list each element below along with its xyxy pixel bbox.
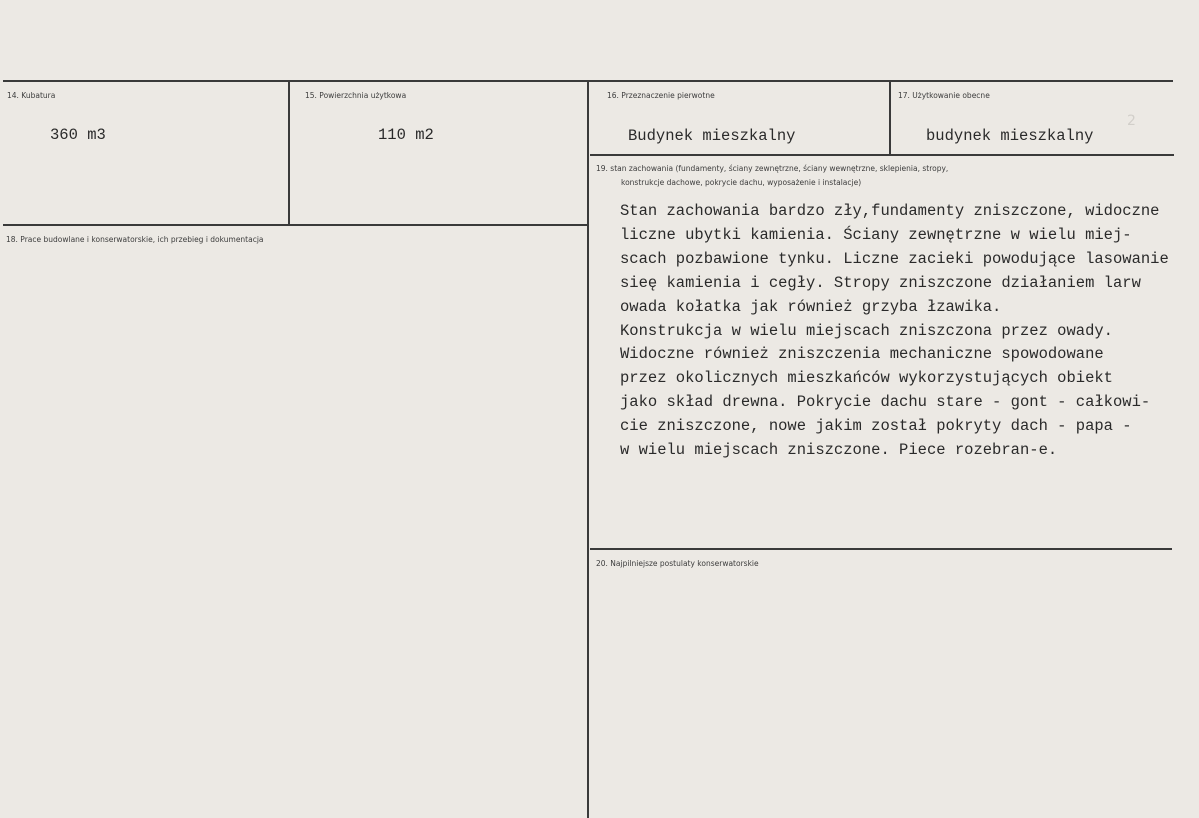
field15-value: 110 m2: [378, 126, 434, 144]
field16-label: 16. Przeznaczenie pierwotne: [607, 91, 715, 100]
field15-label: 15. Powierzchnia użytkowa: [305, 91, 407, 100]
field20-label: 20. Najpilniejsze postulaty konserwatorskie: [596, 559, 759, 568]
field19-line-10: cie zniszczone, nowe jakim został pokryty dach - papa -: [620, 417, 1132, 436]
field18-label: 18. Prace budowlane i konserwatorskie, ich przebieg i dokumentacja: [6, 235, 264, 244]
left-mid-rule: [3, 224, 588, 226]
field19-line-9: jako skład drewna. Pokrycie dachu stare - gont - całkowi-: [620, 393, 1151, 412]
field16-value: Budynek mieszkalny: [628, 127, 796, 145]
field19-line-8: przez okolicznych mieszkańców wykorzystujących obiekt: [620, 369, 1113, 388]
divider-14-15: [288, 80, 290, 226]
field17-label: 17. Użytkowanie obecne: [898, 91, 990, 100]
center-divider: [587, 80, 589, 818]
field19-line-6: Konstrukcja w wielu miejscach zniszczona przez owady.: [620, 321, 1113, 340]
field14-label: 14. Kubatura: [7, 91, 56, 100]
field19-line-1: Stan zachowania bardzo zły,fundamenty zniszczone, widoczne: [620, 202, 1160, 220]
divider-16-17: [889, 80, 891, 156]
field19-typed-text: [620, 200, 1169, 463]
field19-line-11: w wielu miejscach zniszczone. Piece rozebran-e.: [620, 441, 1058, 460]
field14-value: 360 m3: [50, 126, 106, 144]
right-top-rule: [590, 154, 1174, 156]
field19-line-5: owada kołatka jak również grzyba łzawika.: [620, 297, 1002, 316]
right-mid-rule: [590, 548, 1172, 550]
field19-label-line2: konstrukcje dachowe, pokrycie dachu, wyposażenie i instalacje): [621, 178, 862, 187]
faint-page-mark: 2: [1127, 113, 1136, 129]
field19-line-2: liczne ubytki kamienia. Ściany zewnętrzne w wielu miej-: [620, 225, 1132, 244]
field17-value: budynek mieszkalny: [926, 127, 1094, 145]
field19-line-7: Widoczne również zniszczenia mechaniczne spowodowane: [620, 345, 1104, 364]
field19-line-3: scach pozbawione tynku. Liczne zacieki powodujące lasowanie: [620, 249, 1169, 268]
field19-label-line1: 19. stan zachowania (fundamenty, ściany zewnętrzne, ściany wewnętrzne, sklepienia, stropy,: [596, 164, 949, 173]
field19-line-4: sieę kamienia i cegły. Stropy zniszczone działaniem larw: [620, 273, 1141, 292]
